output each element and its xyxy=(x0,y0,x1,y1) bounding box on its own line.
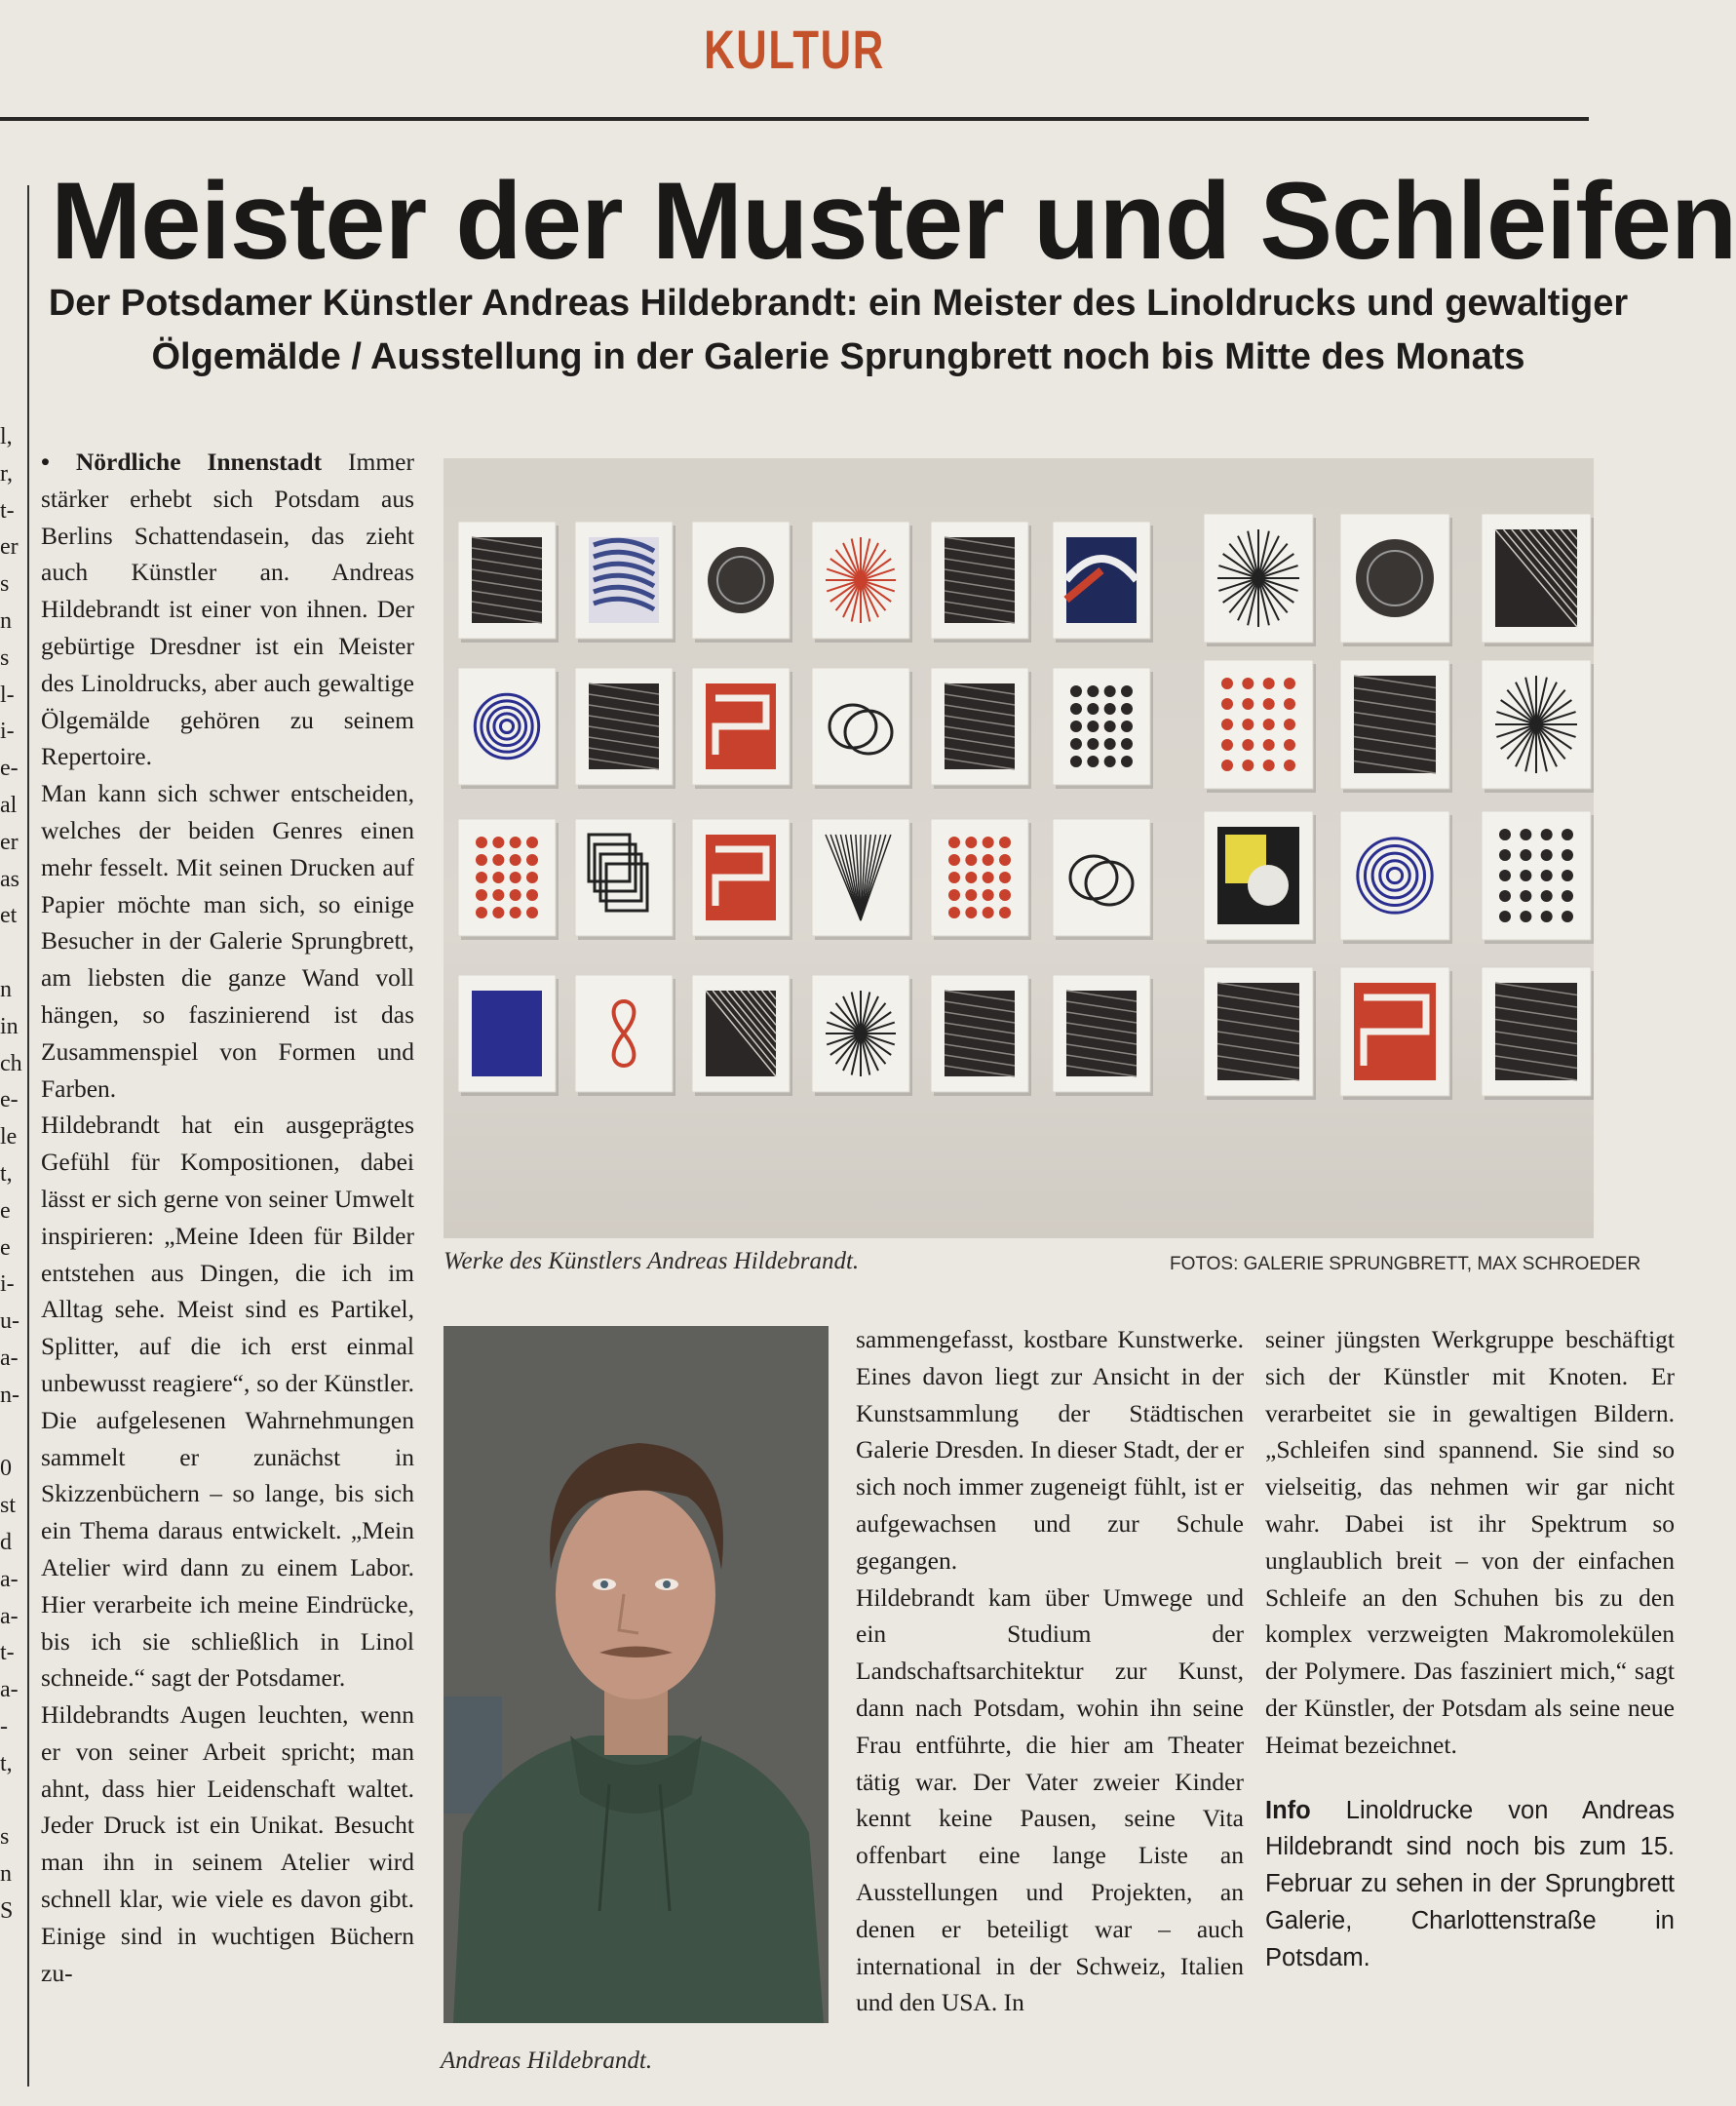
gutter-fragment: l, xyxy=(0,424,13,449)
paragraph-7: seiner jüngsten Werkgruppe beschäftigt sich der Künstler mit Knoten. Er verarbeitet sie in gewaltigen Bildern. „Schleifen sind spannend. Sie sind so vielseitig, das nehmen wir gar nicht wahr. Dabei ist ihr Spektrum so unglaublich breit – von der einfachen Schleife an den Schuhen bis zu den komplex verzweigten Makromolekülen der Polymere. Das fasziniert mich,“ sagt der Künstler, der Potsdam als seine neue Heimat bezeichnet. xyxy=(1265,1325,1675,1759)
paragraph-3: Hildebrandt hat ein ausgeprägtes Gefühl für Kompositionen, dabei lässt er sich gerne von seiner Umwelt inspirieren: „Meine Ideen für Bilder entstehen aus Dingen, die ich im Alltag sehe. Meist sind es Partikel, Splitter, auf die ich erst einmal unbewusst reagiere“, so der Künstler. Die aufgelesenen Wahrnehmungen sammelt er zunächst in Skizzenbüchern – so lange, bis sich ein Thema daraus entwickelt. „Mein Atelier wird dann zu einem Labor. Hier verarbeite ich meine Eindrücke, bis ich sie schließlich in Linol schneide.“ sagt der Potsdamer. xyxy=(41,1111,414,1693)
gutter-fragment: n- xyxy=(0,1382,19,1408)
paragraph-2: Man kann sich schwer entscheiden, welches der beiden Genres einen mehr fesselt. Mit seinen Drucken auf Papier möchte man sich, so einige Besucher in der Galerie Sprungbrett, am liebsten die ganze Wand voll hängen, so faszinierend ist das Zusammenspiel von Formen und Farben. xyxy=(41,779,414,1103)
gutter-fragment: a- xyxy=(0,1566,19,1592)
gutter-fragment: le xyxy=(0,1124,18,1150)
gutter-fragment: l- xyxy=(0,682,15,708)
linocut-print-frame xyxy=(458,975,559,1096)
linocut-print-frame xyxy=(1204,967,1316,1100)
gutter-fragment: ch xyxy=(0,1050,22,1076)
gutter-fragment: t- xyxy=(0,497,15,524)
gutter-fragment: - xyxy=(0,1713,8,1739)
linocut-print-frame xyxy=(575,522,675,643)
linocut-print-frame xyxy=(575,975,675,1096)
gutter-fragment: er xyxy=(0,829,19,855)
gutter-fragment: st xyxy=(0,1493,17,1519)
gutter-fragment: et xyxy=(0,903,18,929)
gutter-fragment: n xyxy=(0,976,12,1002)
linocut-print-frame xyxy=(931,975,1031,1096)
gutter-fragment: n xyxy=(0,1861,12,1888)
header-rule xyxy=(0,117,1589,121)
section-label: KULTUR xyxy=(704,19,885,80)
portrait-photo xyxy=(444,1326,829,2023)
linocut-print-frame xyxy=(1053,522,1153,643)
info-text: Linoldrucke von Andreas Hildebrandt sind noch bis zum 15. Februar zu sehen in der Sprungbrett Galerie, Charlottenstraße in Potsdam. xyxy=(1265,1796,1675,1971)
gutter-fragment: a- xyxy=(0,1345,19,1371)
linocut-print-frame xyxy=(1482,514,1594,646)
linocut-print-frame xyxy=(458,522,559,643)
paragraph-4: Hildebrandts Augen leuchten, wenn er von seiner Arbeit spricht; man ahnt, dass hier Leidenschaft waltet. Jeder Druck ist ein Unikat. Besucht man ihn in seinem Atelier wird schnell klar, wie viele es davon gibt. Einige sind in wuchtigen Büchern zu- xyxy=(41,1700,414,1987)
linocut-print-frame xyxy=(812,975,912,1096)
gutter-fragment xyxy=(0,935,25,972)
photo-caption: Werke des Künstlers Andreas Hildebrandt. xyxy=(444,1248,860,1274)
exhibition-photo xyxy=(444,458,1594,1238)
gutter-fragment: d xyxy=(0,1529,12,1555)
linocut-print-frame xyxy=(575,668,675,789)
gutter-fragment: as xyxy=(0,866,19,892)
linocut-print-frame xyxy=(812,668,912,789)
linocut-print-frame xyxy=(1204,514,1316,646)
gutter-fragment: i- xyxy=(0,719,15,745)
gutter-fragment: a- xyxy=(0,1603,19,1629)
linocut-print-frame xyxy=(1053,819,1153,940)
linocut-print-frame xyxy=(812,819,912,940)
info-label: Info xyxy=(1265,1796,1311,1824)
gutter-fragment: r, xyxy=(0,460,14,487)
linocut-print-frame xyxy=(458,668,559,789)
info-box xyxy=(1265,1793,1675,1977)
gutter-fragment: e- xyxy=(0,756,19,782)
article-column-2 xyxy=(856,1321,1244,2021)
linocut-print-frame xyxy=(692,522,792,643)
subheadline-line-1: Der Potsdamer Künstler Andreas Hildebrandt: ein Meister des Linoldrucks und gewaltiger xyxy=(48,283,1629,324)
linocut-print-frame xyxy=(931,668,1031,789)
linocut-print-frame xyxy=(692,819,792,940)
gutter-fragment: a- xyxy=(0,1677,19,1703)
gutter-fragment: S xyxy=(0,1897,14,1924)
linocut-print-frame xyxy=(1053,668,1153,789)
paragraph-1: • Nördliche Innenstadt Immer stärker erhebt sich Potsdam aus Berlins Schattendasein, das zieht auch Künstler an. Andreas Hildebrandt ist einer von ihnen. Der gebürtige Dresdner ist ein Meister des Linoldrucks, aber auch gewaltige Ölgemälde gehören zu seinem Repertoire. xyxy=(41,448,414,771)
linocut-print-frame xyxy=(931,819,1031,940)
linocut-print-frame xyxy=(931,522,1031,643)
exhibition-photo-svg xyxy=(444,458,1594,1238)
linocut-print-frame xyxy=(1340,967,1452,1100)
article-column-1 xyxy=(41,444,414,1991)
previous-article-gutter xyxy=(0,419,25,1930)
linocut-print-frame xyxy=(1053,975,1153,1096)
gutter-fragment: al xyxy=(0,792,18,818)
column-rule xyxy=(27,185,29,2086)
linocut-print-frame xyxy=(1482,811,1594,944)
gutter-fragment: t- xyxy=(0,1640,15,1666)
gutter-fragment: s xyxy=(0,644,10,671)
gutter-fragment: s xyxy=(0,1824,10,1851)
linocut-print-frame xyxy=(458,819,559,940)
gutter-fragment: in xyxy=(0,1013,19,1039)
paragraph-6: Hildebrandt kam über Umwege und ein Studium der Landschaftsarchitektur zur Kunst, dann nach Potsdam, wohin ihn seine Frau entführte, die hier am Theater tätig war. Der Vater zweier Kinder kennt keine Pausen, seine Vita offenbart eine lange Liste an Ausstellungen und Projekten, an denen er beteiligt war – auch international in der Schweiz, Italien und den USA. In xyxy=(856,1582,1244,2017)
article-column-3 xyxy=(1265,1321,1675,1977)
linocut-print-frame xyxy=(1340,811,1452,944)
gutter-fragment: n xyxy=(0,607,12,634)
linocut-print-frame xyxy=(692,975,792,1096)
gutter-fragment xyxy=(0,1782,25,1819)
gutter-fragment: e xyxy=(0,1234,11,1261)
gutter-fragment: e xyxy=(0,1197,11,1224)
linocut-print-frame xyxy=(812,522,912,643)
linocut-print-frame xyxy=(575,819,675,940)
linocut-print-frame xyxy=(1340,660,1452,793)
portrait-svg xyxy=(444,1326,829,2023)
gutter-fragment: e- xyxy=(0,1087,19,1113)
gutter-fragment: 0 xyxy=(0,1456,12,1482)
linocut-print-frame xyxy=(1482,660,1594,793)
linocut-print-frame xyxy=(692,668,792,789)
linocut-print-frame xyxy=(1204,811,1316,944)
subheadline-line-2: Ölgemälde / Ausstellung in der Galerie Sprungbrett noch bis Mitte des Monats xyxy=(151,336,1525,377)
paragraph-5: sammengefasst, kostbare Kunstwerke. Eines davon liegt zur Ansicht in der Kunstsammlung der Städtischen Galerie Dresden. In dieser Stadt, der er sich noch immer zugeneigt fühlt, ist er aufgewachsen und zur Schule gegangen. xyxy=(856,1325,1244,1575)
photo-credit: FOTOS: GALERIE SPRUNGBRETT, MAX SCHROEDER xyxy=(1170,1254,1641,1274)
linocut-print-frame xyxy=(1482,967,1594,1100)
gutter-fragment: i- xyxy=(0,1271,15,1298)
dateline: • Nördliche Innenstadt xyxy=(41,448,323,476)
gutter-fragment: s xyxy=(0,571,10,598)
gutter-fragment: t, xyxy=(0,1160,13,1187)
gutter-fragment: u- xyxy=(0,1308,19,1335)
gutter-fragment: er xyxy=(0,534,19,561)
gutter-fragment: t, xyxy=(0,1750,13,1776)
portrait-caption: Andreas Hildebrandt. xyxy=(441,2048,653,2074)
gutter-fragment xyxy=(0,1415,25,1452)
linocut-print-frame xyxy=(1340,514,1452,646)
headline: Meister der Muster und Schleifen xyxy=(51,160,1736,282)
linocut-print-frame xyxy=(1204,660,1316,793)
